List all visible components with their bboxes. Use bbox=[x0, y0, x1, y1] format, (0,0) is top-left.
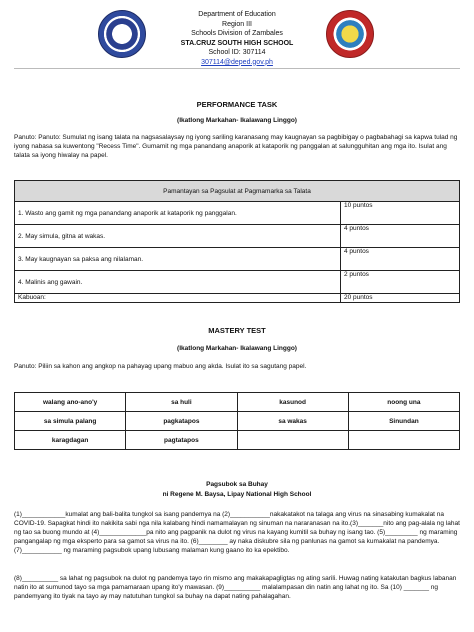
department-line: Department of Education bbox=[198, 11, 276, 18]
performance-task-title: PERFORMANCE TASK bbox=[196, 100, 278, 109]
mastery-test-subtitle: (Ikatlong Markahan- Ikalawang Linggo) bbox=[177, 345, 297, 352]
word-bank-cell: karagdagan bbox=[15, 431, 126, 450]
letterhead bbox=[150, 10, 324, 67]
performance-task-subtitle: (Ikatlong Markahan- Ikalawang Linggo) bbox=[177, 117, 297, 124]
rubric-header: Pamantayan sa Pagsulat at Pagmamarka sa Talata bbox=[15, 181, 460, 202]
region-line: Region III bbox=[222, 20, 252, 28]
word-bank-cell: sa huli bbox=[126, 393, 237, 412]
performance-task-instructions: Panuto: Panuto: Sumulat ng isang talata na nagsasalaysay ng iyong sariling karanasang may kaugnayan sa pagbibigay o pagbabahagi sa kapwa tulad ng iyong nabasa sa kuwentong "Recess Time". Gumamit ng mga panandang anaporik at kataporik ng panggalan at salungguhitan ang mga ito. Isulat ang talata sa iyong hiwalay na papel. bbox=[14, 134, 458, 159]
rubric-criteria: 4. Malinis ang gawain. bbox=[15, 271, 341, 294]
school-name: STA.CRUZ SOUTH HIGH SCHOOL bbox=[180, 39, 294, 47]
division-line: Schools Division of Zambales bbox=[191, 30, 283, 37]
rubric-row bbox=[15, 248, 460, 271]
rubric-points: 2 puntos bbox=[341, 271, 460, 294]
word-bank-table bbox=[14, 392, 460, 450]
word-bank-cell: sa wakas bbox=[237, 412, 348, 431]
story-author: ni Regene M. Baysa, Lipay National High School bbox=[162, 491, 312, 498]
rubric-row bbox=[15, 225, 460, 248]
word-bank-cell: Sinundan bbox=[348, 412, 459, 431]
mastery-test-title: MASTERY TEST bbox=[208, 326, 266, 335]
header-divider bbox=[14, 68, 460, 69]
rubric-total-points: 20 puntos bbox=[341, 294, 460, 303]
word-bank-cell: sa simula palang bbox=[15, 412, 126, 431]
rubric-criteria: 3. May kaugnayan sa paksa ang nilalaman. bbox=[15, 248, 341, 271]
word-bank-cell: walang ano-ano'y bbox=[15, 393, 126, 412]
word-bank-cell bbox=[348, 431, 459, 450]
story-title: Pagsubok sa Buhay bbox=[206, 481, 268, 488]
email-link[interactable]: 307114@deped.gov.ph bbox=[201, 58, 273, 66]
deped-seal-logo bbox=[98, 10, 146, 58]
rubric-points: 4 puntos bbox=[341, 248, 460, 271]
word-bank-cell: pagtatapos bbox=[126, 431, 237, 450]
mastery-test-instructions: Panuto: Piliin sa kahon ang angkop na pahayag upang mabuo ang akda. Isulat ito sa sagutang papel. bbox=[14, 363, 307, 370]
word-bank-cell: noong una bbox=[348, 393, 459, 412]
rubric-criteria: 2. May simula, gitna at wakas. bbox=[15, 225, 341, 248]
word-bank-cell: kasunod bbox=[237, 393, 348, 412]
rubric-total-row bbox=[15, 294, 460, 303]
story-paragraph-2: (8)__________ sa lahat ng pagsubok na dulot ng pandemya tayo rin mismo ang makakapagligtas ng ating sarili. Huwag nating katakutan bagkus labanan natin ito at sumunod tayo sa mga pamamaraan upang ito'y mawasan. (9)__________ malalampasan din natin ang lahat ng ito. Sa (10) _______ ng pandemyang ito tiyak na tayo ay may natutuhan tungkol sa buhay na dapat nating pahalagahan. bbox=[14, 575, 457, 600]
school-seal-logo bbox=[326, 10, 374, 58]
rubric-points: 10 puntos bbox=[341, 202, 460, 225]
word-bank-cell bbox=[237, 431, 348, 450]
rubric-row bbox=[15, 271, 460, 294]
rubric-criteria: 1. Wasto ang gamit ng mga panandang anaporik at kataporik ng panggalan. bbox=[15, 202, 341, 225]
story-paragraph-1: (1)____________kumalat ang bali-balita tungkol sa isang pandemya na (2)___________nakakatakot na talaga ang virus na sinasabing kumakalat na COVID-19. Sapagkat hindi ito nakikita sabi nga nila kalabang hindi namamalayan ng sinuman na nararanasan na ito.(3)_______nito ang pag-alala ng lahat ng tao sa buong mundo at (4)_____________pa nito ang pagpanik na dulot ng virus na kayang kumitil sa buhay ng isang tao. (5)_________ ng maraming pangangalap ng mga eksperto para sa gamot sa virus na ito. (6)________ ay naka diskubre sila ng panlunas na gamot sa kumakalat na pandemya. (7)___________ ng maraming pagsubok upang lubusang malaman kung gaano ito ka epektibo. bbox=[14, 511, 460, 554]
rubric-table bbox=[14, 180, 460, 303]
rubric-row bbox=[15, 202, 460, 225]
school-id: School ID: 307114 bbox=[208, 49, 266, 56]
word-bank-cell: pagkatapos bbox=[126, 412, 237, 431]
rubric-total-label: Kabuoan: bbox=[15, 294, 341, 303]
rubric-points: 4 puntos bbox=[341, 225, 460, 248]
